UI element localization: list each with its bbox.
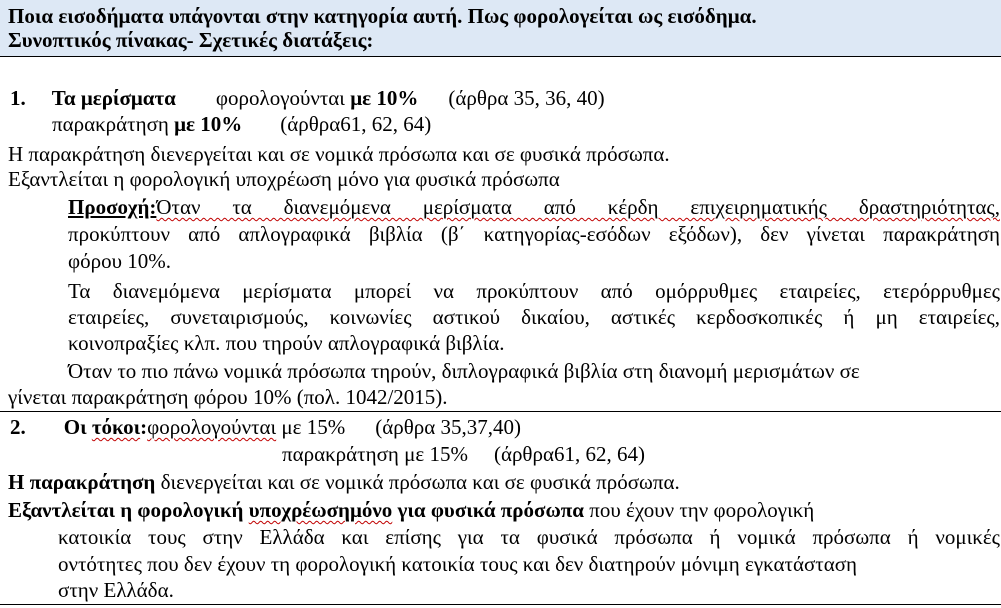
note-line1-text: Όταν τα διανεμόμενα μερίσματα από κέρδη επιχειρηματικής δραστηριότητας, (156, 195, 1000, 219)
section1-title: Τα μερίσματα (51, 86, 176, 110)
section1-note-line2: προκύπτουν από απλογραφικά βιβλία (β΄ κατηγορίας-εσόδων εξόδων), δεν γίνεται παρακράτηση (68, 222, 1000, 246)
section1-heading (10, 86, 605, 111)
bottom-rule (0, 604, 1001, 605)
section2-title-word: τόκοι (91, 415, 141, 439)
section2-title-prefix: Οι (63, 415, 92, 439)
note-label: Προσοχή: (68, 195, 157, 219)
section1-number: 1. (10, 86, 26, 110)
header-box (0, 0, 1001, 57)
section2-withholding-articles: (άρθρα61, 62, 64) (493, 442, 645, 466)
section1-withholding-text: παρακράτηση (52, 112, 169, 136)
section2-taxed-text: φορολογούνται (147, 415, 277, 439)
section2-p1-rest: διενεργείται και σε νομικά πρόσωπα και σε φυσικά πρόσωπα. (155, 470, 680, 494)
section2-number: 2. (10, 415, 26, 439)
section-divider (0, 411, 1001, 412)
section2-title-colon: : (140, 415, 148, 439)
section1-para2-line3: κοινοπραξίες κλπ. που τηρούν απλογραφικά βιβλία. (68, 331, 505, 355)
section2-p1-bold: Η παρακράτηση (8, 470, 156, 494)
section1-para2-line2: εταιρείες, συνεταιρισμούς, κοινωνίες αστικού δικαίου, αστικές κερδοσκοπικές ή μη εταιρείες, (68, 305, 1000, 329)
section1-withholding-rate: με 10% (174, 112, 243, 136)
section1-note-line3: φόρου 10%. (68, 249, 171, 273)
section2-p2-line1 (8, 498, 814, 523)
section2-p2-line2: κατοικία τους στην Ελλάδα και επίσης για τα φυσικά πρόσωπα ή νομικά πρόσωπα ή νομικές (58, 525, 1000, 549)
header-title: Ποια εισοδήματα υπάγονται στην κατηγορία αυτή. Πως φορολογείται ως εισόδημα. (8, 4, 757, 28)
section1-note-line1 (68, 195, 1000, 220)
section2-p2-bold2: για φυσικά πρόσωπα (392, 498, 585, 522)
section1-articles: (άρθρα 35, 36, 40) (448, 86, 605, 110)
section2-taxed-rate: με 15% (276, 415, 346, 439)
section1-para3-line2: γίνεται παρακράτηση φόρου 10% (πολ. 1042/2015). (8, 385, 448, 409)
section1-withholding-articles: (άρθρα61, 62, 64) (280, 112, 432, 136)
section2-p1 (8, 470, 680, 495)
section2-p2-bold-sq: υποχρέωσημόνο (248, 498, 393, 522)
section2-p2-rest: που έχουν την φορολογική (584, 498, 815, 522)
section1-para3-line1: Όταν το πιο πάνω νομικά πρόσωπα τηρούν, διπλογραφικά βιβλία στη διανομή μερισμάτων σε (68, 359, 860, 383)
section2-heading (10, 415, 521, 440)
section1-taxed-text: φορολογούνται (215, 86, 345, 110)
section2-withholding-line: παρακράτηση με 15% (282, 442, 468, 466)
section2-p2-line3: οντότητες που δεν έχουν τη φορολογική κατοικία τους και δεν διατηρούν μόνιμη εγκατάσταση (58, 552, 858, 576)
section2-withholding (282, 442, 645, 467)
section1-withholding (52, 112, 431, 137)
section1-p2: Εξαντλείται η φορολογική υποχρέωση μόνο για φυσικά πρόσωπα (8, 167, 560, 191)
section1-taxed-rate: με 10% (350, 86, 419, 110)
section2-articles: (άρθρα 35,37,40) (375, 415, 521, 439)
section2-p2-bold1: Εξαντλείται η φορολογική (8, 498, 249, 522)
section2-p2-line4: στην Ελλάδα. (58, 578, 174, 602)
section1-p1: Η παρακράτηση διενεργείται και σε νομικά πρόσωπα και σε φυσικά πρόσωπα. (8, 142, 670, 166)
header-subtitle: Συνοπτικός πίνακας- Σχετικές διατάξεις: (8, 28, 374, 52)
section1-para2-line1: Τα διανεμόμενα μερίσματα μπορεί να προκύπτουν από ομόρρυθμες εταιρείες, ετερόρρυθμες (68, 279, 1000, 303)
